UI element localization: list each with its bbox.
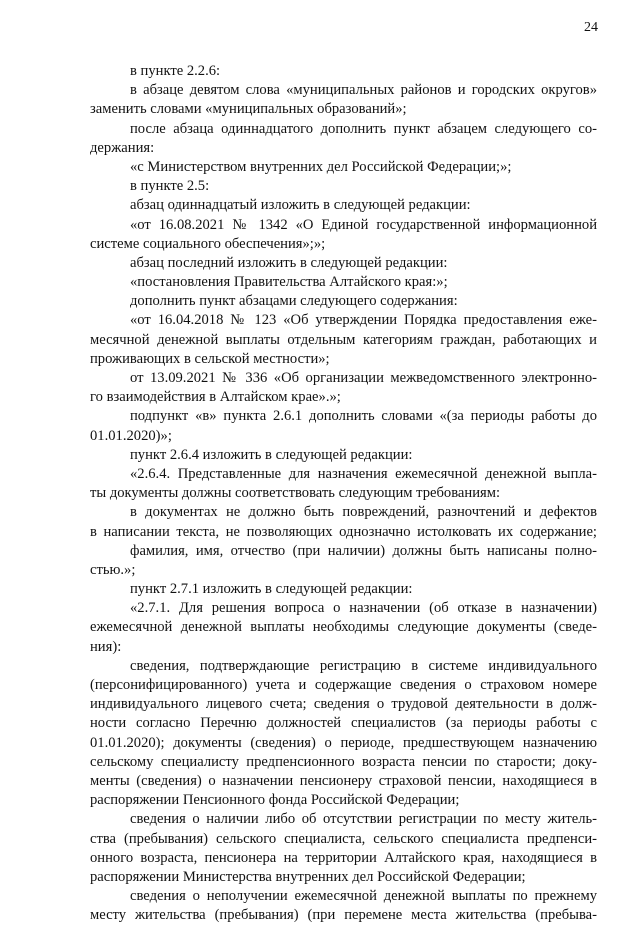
text-line: сельскому специалисту предпенсионного возраста пенсии по старости; доку- [90, 753, 597, 770]
text-line: ства (пребывания) сельского специалиста, сельского специалиста предпенси- [90, 830, 597, 847]
text-line: от 13.09.2021 № 336 «Об организации межведомственного электронно- [130, 370, 597, 386]
text-line: месту жительства (пребывания) (при перемене места жительства (пребыва- [90, 907, 597, 924]
text-line: ты документы должны соответствовать следующим требованиям: [90, 485, 501, 502]
text-line: держания: [90, 139, 155, 156]
text-line: 01.01.2020); документы (сведения) о периоде, предшествующем назначению [90, 734, 597, 751]
text-line: 01.01.2020)»; [90, 427, 172, 444]
text-line: подпункт «в» пункта 2.6.1 дополнить словами «(за периоды работы до [130, 408, 597, 425]
text-line: пункт 2.7.1 изложить в следующей редакции: [130, 581, 413, 598]
text-line: «2.6.4. Представленные для назначения ежемесячной денежной выпла- [130, 465, 597, 482]
text-line: в документах не должно быть повреждений, разночтений и дефектов [130, 504, 597, 521]
text-line: фамилия, имя, отчество (при наличии) должны быть написаны полно- [130, 542, 597, 559]
text-line: в пункте 2.5: [130, 178, 210, 195]
text-line: системе социального обеспечения»;»; [90, 235, 326, 252]
text-line: индивидуального лицевого счета; сведения о трудовой деятельности в долж- [90, 696, 597, 713]
text-line: сведения о неполучении ежемесячной денежной выплаты по прежнему [130, 888, 597, 905]
text-line: заменить словами «муниципальных образований»; [90, 101, 407, 118]
text-line: распоряжении Пенсионного фонда Российской Федерации; [90, 792, 460, 809]
page-number: 24 [584, 20, 598, 35]
text-line: в абзаце девятом слова «муниципальных районов и городских округов» [130, 82, 597, 99]
text-line: онного возраста, пенсионера на территории Алтайского края, находящиеся в [90, 849, 597, 866]
text-line: абзац последний изложить в следующей редакции: [130, 254, 448, 271]
text-line: «2.7.1. Для решения вопроса о назначении (об отказе в назначении) [130, 600, 597, 617]
text-line: ежемесячной денежной выплаты необходимы следующие документы (сведе- [90, 619, 597, 636]
text-line: сведения о наличии либо об отсутствии регистрации по месту житель- [130, 811, 597, 828]
text-line: ния): [90, 638, 122, 655]
text-line: абзац одиннадцатый изложить в следующей редакции: [130, 197, 471, 214]
text-line: стью.»; [90, 561, 136, 578]
text-line: сведения, подтверждающие регистрацию в системе индивидуального [130, 657, 597, 674]
text-line: месячной денежной выплаты отдельным категориям граждан, работающих и [90, 331, 597, 348]
text-line: менты (сведения) о назначении пенсионеру страховой пенсии, находящиеся в [90, 772, 597, 789]
text-line: «с Министерством внутренних дел Российской Федерации;»; [130, 158, 512, 175]
text-line: пункт 2.6.4 изложить в следующей редакции: [130, 446, 413, 463]
text-line: «постановления Правительства Алтайского края:»; [130, 274, 448, 291]
text-line: «от 16.08.2021 № 1342 «О Единой государственной информационной [130, 216, 597, 233]
text-line: «от 16.04.2018 № 123 «Об утверждении Порядка предоставления еже- [130, 312, 597, 329]
text-line: ности согласно Перечню должностей специалистов (за периоды работы с [90, 715, 597, 732]
text-line: в пункте 2.2.6: [130, 63, 221, 79]
text-line: распоряжении Министерства внутренних дел Российской Федерации; [90, 868, 526, 885]
text-line: (персонифицированного) учета и содержащие сведения о страховом номере [90, 677, 597, 693]
text-line: дополнить пункт абзацами следующего содержания: [130, 293, 458, 310]
text-line: в написании текста, не позволяющих однозначно истолковать их содержание; [90, 523, 597, 540]
document-body [90, 62, 597, 925]
text-line: го взаимодействия в Алтайском крае».»; [90, 389, 341, 406]
text-line: проживающих в сельской местности»; [90, 350, 330, 367]
text-line: после абзаца одиннадцатого дополнить пункт абзацем следующего со- [130, 120, 597, 137]
